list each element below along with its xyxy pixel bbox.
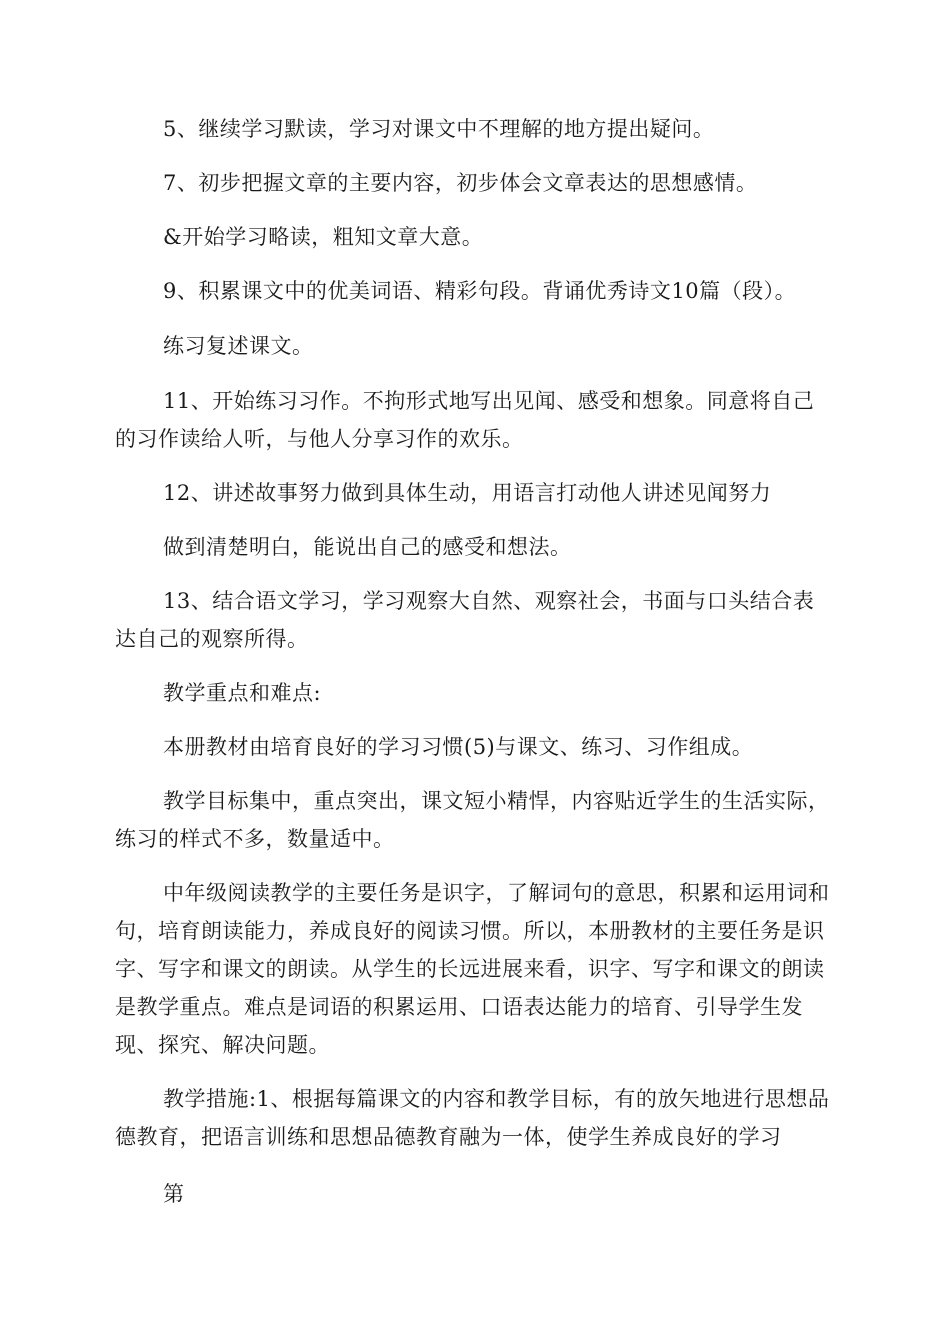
paragraph-goal-11: 11、开始练习习作。不拘形式地写出见闻、感受和想象。同意将自己的习作读给人听，与他人分享习作的欢乐。 bbox=[115, 389, 815, 451]
paragraph-goal-9: 9、积累课文中的优美词语、精彩句段。背诵优秀诗文10篇（段）。 bbox=[163, 279, 797, 303]
paragraph-goal-12-continued: 做到清楚明白，能说出自己的感受和想法。 bbox=[163, 535, 572, 559]
paragraph-goal-7: 7、初步把握文章的主要内容，初步体会文章表达的思想感情。 bbox=[163, 171, 758, 195]
paragraph-teaching-measures: 教学措施:1、根据每篇课文的内容和教学目标，有的放矢地进行思想品德教育，把语言训练和思想品德教育融为一体，使学生养成良好的学习 bbox=[115, 1087, 830, 1149]
paragraph-goal-12: 12、讲述故事努力做到具体生动，用语言打动他人讲述见闻努力 bbox=[163, 481, 772, 505]
paragraph-teaching-goals: 教学目标集中，重点突出，课文短小精悍，内容贴近学生的生活实际，练习的样式不多，数量适中。 bbox=[115, 789, 830, 851]
section-heading-key-points: 教学重点和难点: bbox=[163, 681, 322, 705]
paragraph-goal-10: 练习复述课文。 bbox=[163, 334, 314, 358]
paragraph-goal-5: 5、继续学习默读，学习对课文中不理解的地方提出疑问。 bbox=[163, 117, 715, 141]
paragraph-goal-8: &开始学习略读，粗知文章大意。 bbox=[163, 225, 484, 249]
paragraph-goal-13: 13、结合语文学习，学习观察大自然、观察社会，书面与口头结合表达自己的观察所得。 bbox=[115, 589, 815, 651]
paragraph-trailing-fragment: 第 bbox=[163, 1182, 185, 1206]
paragraph-reading-tasks: 中年级阅读教学的主要任务是识字，了解词句的意思，积累和运用词和句，培育朗读能力，养成良好的阅读习惯。所以，本册教材的主要任务是识字、写字和课文的朗读。从学生的长远进展来看，识字、写字和课文的朗读是教学重点。难点是词语的积累运用、口语表达能力的培育、引导学生发现、探究、解决问题。 bbox=[115, 881, 830, 1057]
paragraph-textbook-composition: 本册教材由培育良好的学习习惯(5)与课文、练习、习作组成。 bbox=[163, 735, 754, 759]
